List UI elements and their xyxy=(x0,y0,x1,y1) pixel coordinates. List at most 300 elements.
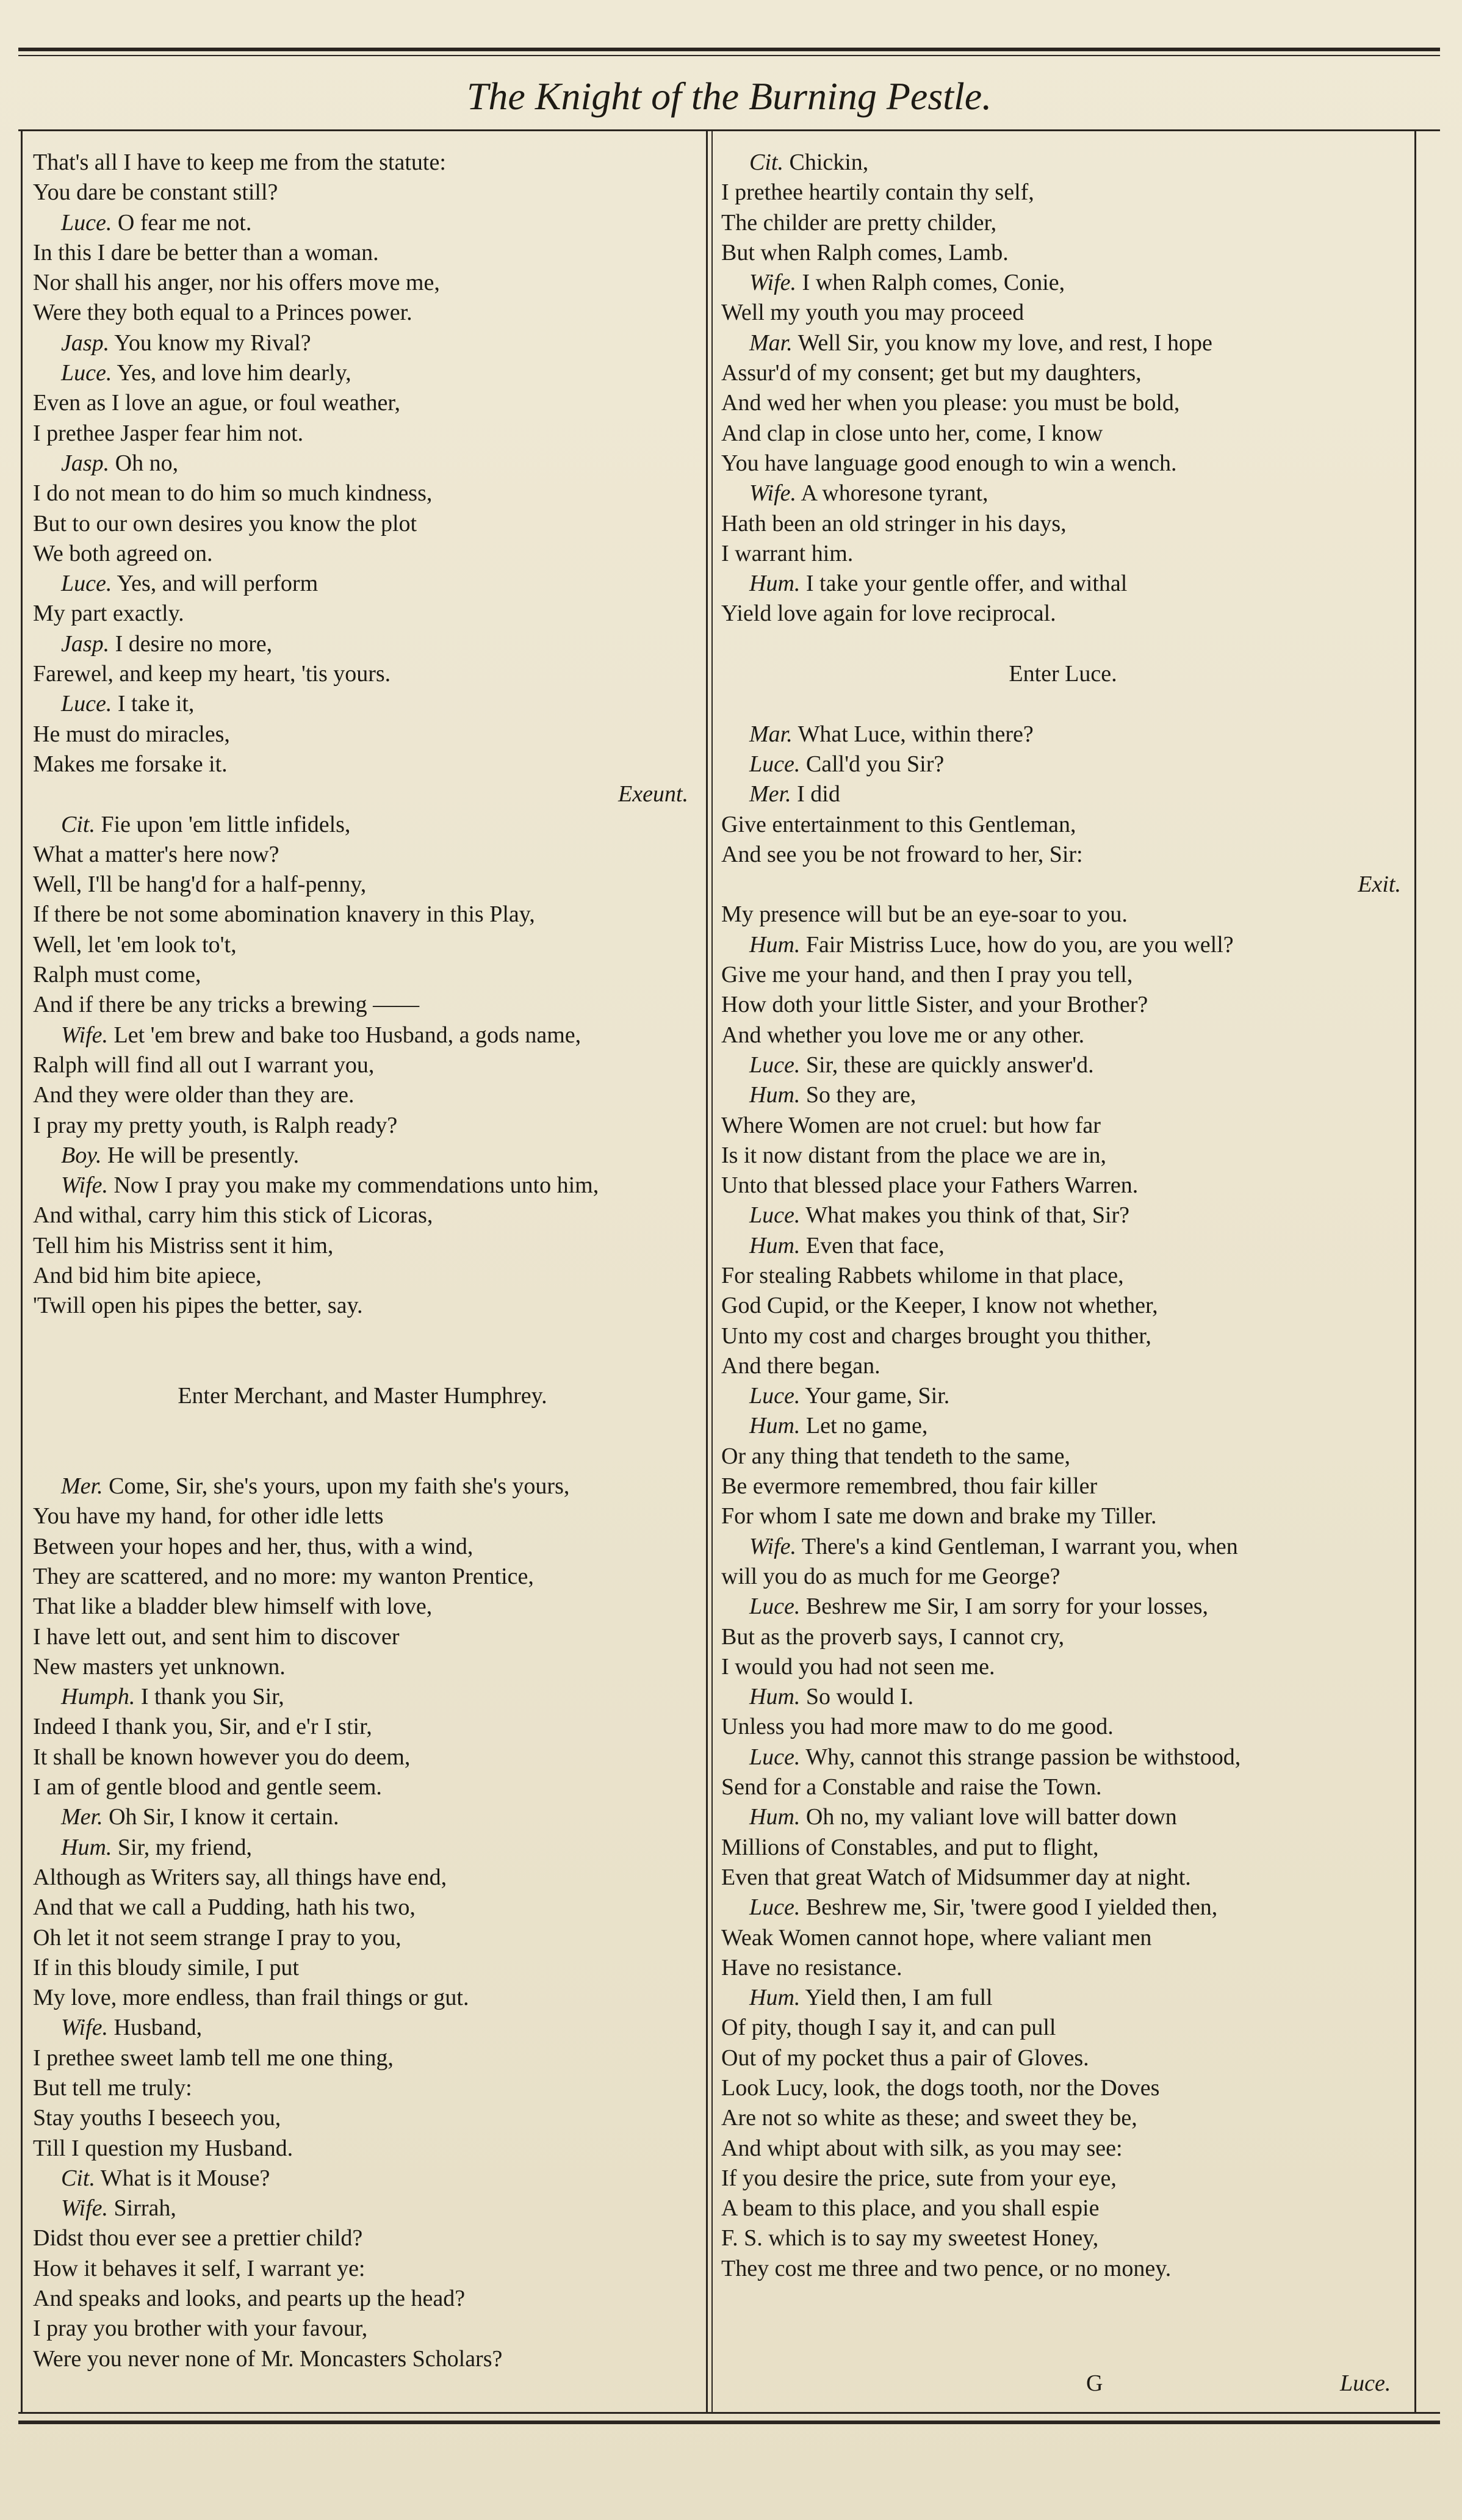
line-text: My love, more endless, than frail things or gut. xyxy=(33,1985,469,2011)
text-line xyxy=(721,870,1405,900)
right-border xyxy=(1414,129,1416,2412)
line-text: Till I question my Husband. xyxy=(33,2135,293,2161)
line-text: And clap in close unto her, come, I know xyxy=(721,420,1103,446)
speaker-label: Luce. xyxy=(749,751,801,777)
line-text: You dare be constant still? xyxy=(33,179,278,206)
speaker-label: Hum. xyxy=(749,1985,801,2011)
line-text: Millions of Constables, and put to flight, xyxy=(721,1834,1099,1860)
text-line xyxy=(33,208,692,238)
text-line xyxy=(33,478,692,508)
line-text: Beshrew me Sir, I am sorry for your losses, xyxy=(805,1594,1209,1620)
text-line xyxy=(721,629,1405,659)
line-text: And there began. xyxy=(721,1352,880,1379)
line-text: Fair Mistriss Luce, how do you, are you well? xyxy=(805,931,1234,958)
text-line xyxy=(33,1261,692,1291)
text-line xyxy=(33,2254,692,2284)
text-line xyxy=(33,960,692,990)
text-line xyxy=(33,419,692,449)
text-line xyxy=(721,2073,1405,2103)
speaker-label: Hum. xyxy=(749,1232,801,1258)
line-text: For whom I sate me down and brake my Tiller. xyxy=(721,1503,1157,1529)
speaker-label: Luce. xyxy=(749,1744,801,1770)
line-text: Sir, these are quickly answer'd. xyxy=(805,1052,1094,1078)
text-line xyxy=(721,960,1405,990)
speaker-label: Luce. xyxy=(61,209,112,236)
text-line xyxy=(33,1622,692,1652)
speaker-label: Cit. xyxy=(749,150,783,175)
text-line xyxy=(721,749,1405,779)
text-line xyxy=(721,1020,1405,1050)
text-line xyxy=(33,178,692,208)
line-text: Yield love again for love reciprocal. xyxy=(721,601,1056,627)
text-line xyxy=(33,1893,692,1922)
line-text: I prethee sweet lamb tell me one thing, xyxy=(33,2045,394,2071)
line-text: Unto my cost and charges brought you thither, xyxy=(721,1323,1151,1349)
text-line xyxy=(721,689,1405,719)
line-text: Exit. xyxy=(1358,872,1401,898)
text-line xyxy=(33,599,692,629)
speaker-label: Jasp. xyxy=(61,450,110,476)
left-column xyxy=(33,148,692,2374)
line-text: Indeed I thank you, Sir, and e'r I stir, xyxy=(33,1714,372,1740)
line-text: If in this bloudy simile, I put xyxy=(33,1954,299,1980)
line-text: Well Sir, you know my love, and rest, I hope xyxy=(798,330,1212,356)
line-text: will you do as much for me George? xyxy=(721,1563,1060,1589)
text-line xyxy=(33,629,692,659)
text-line xyxy=(721,1923,1405,1953)
line-text: In this I dare be better than a woman. xyxy=(33,239,379,265)
speaker-label: Jasp. xyxy=(61,630,110,657)
line-text: Yes, and will perform xyxy=(117,571,319,597)
text-line xyxy=(721,148,1405,178)
text-line xyxy=(33,1532,692,1562)
text-line xyxy=(721,1983,1405,2013)
text-line xyxy=(721,810,1405,840)
text-line xyxy=(33,1050,692,1080)
text-line xyxy=(721,2254,1405,2284)
line-text: A beam to this place, and you shall espie xyxy=(721,2195,1100,2222)
line-text: God Cupid, or the Keeper, I know not whether, xyxy=(721,1293,1158,1319)
right-column xyxy=(721,148,1405,2284)
text-line xyxy=(33,1471,692,1501)
line-text: You know my Rival? xyxy=(114,330,311,356)
text-line xyxy=(721,1833,1405,1863)
line-text: Out of my pocket thus a pair of Gloves. xyxy=(721,2045,1089,2071)
speaker-label: Wife. xyxy=(749,480,797,507)
speaker-label: Luce. xyxy=(749,1383,801,1409)
line-text: Where Women are not cruel: but how far xyxy=(721,1112,1101,1138)
line-text: And that we call a Pudding, hath his two, xyxy=(33,1894,416,1921)
text-line xyxy=(33,1141,692,1171)
speaker-label: Hum. xyxy=(749,1684,801,1710)
line-text: But when Ralph comes, Lamb. xyxy=(721,239,1009,265)
text-line xyxy=(33,1291,692,1321)
text-line xyxy=(33,900,692,930)
text-line xyxy=(721,1562,1405,1592)
text-line xyxy=(721,1080,1405,1110)
text-line xyxy=(33,509,692,539)
speaker-label: Wife. xyxy=(61,1022,109,1048)
line-text: Stay youths I beseech you, xyxy=(33,2105,281,2131)
speaker-label: Mar. xyxy=(749,721,793,747)
text-line xyxy=(33,2223,692,2253)
line-text: If there be not some abomination knavery in this Play, xyxy=(33,901,535,928)
line-text: Oh no, my valiant love will batter down xyxy=(805,1804,1177,1830)
text-line xyxy=(33,1351,692,1381)
text-line xyxy=(721,1442,1405,1471)
line-text: Have no resistance. xyxy=(721,1954,902,1980)
text-line xyxy=(721,2134,1405,2164)
text-line xyxy=(721,1471,1405,1501)
text-line xyxy=(721,1622,1405,1652)
bottom-rule-outer xyxy=(18,2421,1440,2424)
line-text: Your game, Sir. xyxy=(805,1383,950,1409)
text-line xyxy=(721,990,1405,1020)
line-text: Between your hopes and her, thus, with a wind, xyxy=(33,1533,474,1559)
text-line xyxy=(33,1200,692,1230)
text-line xyxy=(721,539,1405,569)
line-text: I desire no more, xyxy=(115,630,273,657)
line-text: I prethee heartily contain thy self, xyxy=(721,179,1034,206)
line-text: Enter Luce. xyxy=(1009,661,1117,687)
line-text: Look Lucy, look, the dogs tooth, nor the Doves xyxy=(721,2075,1160,2101)
line-text: I when Ralph comes, Conie, xyxy=(802,270,1065,296)
line-text: My part exactly. xyxy=(33,601,184,627)
line-text: Even that great Watch of Midsummer day at night. xyxy=(721,1864,1191,1890)
line-text: New masters yet unknown. xyxy=(33,1653,286,1680)
line-text: Tell him his Mistriss sent it him, xyxy=(33,1232,334,1258)
text-line xyxy=(33,1321,692,1351)
text-line xyxy=(33,870,692,900)
line-text: Although as Writers say, all things have end, xyxy=(33,1864,447,1890)
line-text: Oh no, xyxy=(115,450,179,476)
text-line xyxy=(33,268,692,298)
text-line xyxy=(721,1171,1405,1200)
speaker-label: Mar. xyxy=(749,330,793,356)
speaker-label: Mer. xyxy=(749,781,791,807)
line-text: I did xyxy=(797,781,840,807)
text-line xyxy=(33,569,692,599)
line-text: Let 'em brew and bake too Husband, a gods name, xyxy=(113,1022,582,1048)
text-line xyxy=(721,298,1405,328)
text-line xyxy=(33,1802,692,1832)
text-line xyxy=(33,1863,692,1893)
text-line xyxy=(721,1411,1405,1441)
text-line xyxy=(721,238,1405,268)
text-line xyxy=(33,449,692,478)
line-text: Chickin, xyxy=(789,150,869,175)
text-line xyxy=(33,2284,692,2314)
text-line xyxy=(33,2164,692,2193)
text-line xyxy=(721,358,1405,388)
speaker-label: Mer. xyxy=(61,1473,103,1500)
text-line xyxy=(33,2134,692,2164)
page-title: The Knight of the Burning Pestle. xyxy=(466,74,992,118)
line-text: I would you had not seen me. xyxy=(721,1653,995,1680)
line-text: Assur'd of my consent; get but my daughters, xyxy=(721,360,1142,386)
line-text: Sir, my friend, xyxy=(117,1834,253,1860)
text-line xyxy=(33,2043,692,2073)
line-text: What a matter's here now? xyxy=(33,841,279,867)
text-line xyxy=(33,148,692,178)
line-text: I pray my pretty youth, is Ralph ready? xyxy=(33,1112,398,1138)
line-text: But tell me truly: xyxy=(33,2075,192,2101)
line-text: Hath been an old stringer in his days, xyxy=(721,510,1067,536)
speaker-label: Luce. xyxy=(749,1052,801,1078)
bottom-rule-inner xyxy=(18,2412,1440,2414)
text-line xyxy=(33,840,692,870)
line-text: Unto that blessed place your Fathers Warren. xyxy=(721,1172,1139,1199)
line-text: You have language good enough to win a wench. xyxy=(721,450,1177,476)
line-text: Even as I love an ague, or foul weather, xyxy=(33,390,401,416)
text-line xyxy=(721,2103,1405,2133)
line-text: Well my youth you may proceed xyxy=(721,300,1024,326)
line-text: Fie upon 'em little infidels, xyxy=(101,811,351,837)
column-divider-inner xyxy=(711,129,713,2412)
text-line xyxy=(721,1802,1405,1832)
text-line xyxy=(33,720,692,749)
text-line xyxy=(721,659,1405,689)
line-text: Were they both equal to a Princes power. xyxy=(33,300,412,326)
text-line xyxy=(33,749,692,779)
line-text: So they are, xyxy=(805,1082,916,1108)
line-text: And see you be not froward to her, Sir: xyxy=(721,841,1083,867)
line-text: What is it Mouse? xyxy=(100,2165,270,2191)
speaker-label: Wife. xyxy=(749,1533,797,1559)
text-line xyxy=(33,930,692,960)
line-text: Send for a Constable and raise the Town. xyxy=(721,1774,1102,1800)
line-text: And speaks and looks, and pearts up the head? xyxy=(33,2286,466,2312)
speaker-label: Wife. xyxy=(749,270,797,296)
text-line xyxy=(721,1050,1405,1080)
text-line xyxy=(33,1080,692,1110)
line-text: And withal, carry him this stick of Licoras, xyxy=(33,1202,433,1229)
line-text: O fear me not. xyxy=(117,209,252,236)
line-text: For stealing Rabbets whilome in that place, xyxy=(721,1262,1124,1288)
line-text: It shall be known however you do deem, xyxy=(33,1744,411,1770)
line-text: That like a bladder blew himself with love, xyxy=(33,1594,433,1620)
text-line xyxy=(721,388,1405,418)
line-text: Makes me forsake it. xyxy=(33,751,228,777)
speaker-label: Mer. xyxy=(61,1804,103,1830)
speaker-label: Cit. xyxy=(61,811,95,837)
signature-mark: G xyxy=(1086,2370,1103,2396)
line-text: How doth your little Sister, and your Brother? xyxy=(721,992,1148,1018)
line-text: Are not so white as these; and sweet they be, xyxy=(721,2105,1137,2131)
speaker-label: Luce. xyxy=(749,1202,801,1229)
line-text: I take your gentle offer, and withal xyxy=(805,571,1128,597)
text-line xyxy=(33,2103,692,2133)
line-text: And if there be any tricks a brewing —— xyxy=(33,992,420,1018)
top-rule-inner xyxy=(18,55,1440,56)
catchword: Luce. xyxy=(1340,2370,1391,2396)
line-text: Weak Women cannot hope, where valiant men xyxy=(721,1924,1152,1951)
text-line xyxy=(721,1592,1405,1622)
line-text: Exeunt. xyxy=(618,781,688,807)
line-text: A whoresone tyrant, xyxy=(801,480,988,507)
line-text: So would I. xyxy=(805,1684,914,1710)
text-line xyxy=(721,449,1405,478)
text-line xyxy=(721,1953,1405,1983)
text-line xyxy=(33,1652,692,1682)
line-text: Is it now distant from the place we are in, xyxy=(721,1142,1107,1168)
line-text: Yield then, I am full xyxy=(805,1985,993,2011)
line-text: But as the proverb says, I cannot cry, xyxy=(721,1623,1065,1650)
text-line xyxy=(721,1321,1405,1351)
line-text: Or any thing that tendeth to the same, xyxy=(721,1443,1070,1469)
text-line xyxy=(721,1231,1405,1261)
text-line xyxy=(721,900,1405,930)
line-text: He will be presently. xyxy=(107,1142,300,1168)
line-text: Well, let 'em look to't, xyxy=(33,931,237,958)
text-line xyxy=(721,1742,1405,1772)
text-line xyxy=(721,779,1405,809)
text-line xyxy=(721,1532,1405,1562)
text-line xyxy=(33,810,692,840)
text-line xyxy=(721,1863,1405,1893)
text-line xyxy=(721,930,1405,960)
line-text: I take it, xyxy=(117,691,195,717)
speaker-label: Hum. xyxy=(749,571,801,597)
speaker-label: Luce. xyxy=(61,691,112,717)
line-text: Give entertainment to this Gentleman, xyxy=(721,811,1076,837)
line-text: Oh Sir, I know it certain. xyxy=(109,1804,339,1830)
text-line xyxy=(33,2193,692,2223)
text-line xyxy=(721,1772,1405,1802)
line-text: F. S. which is to say my sweetest Honey, xyxy=(721,2225,1099,2251)
text-line xyxy=(33,1562,692,1592)
text-line xyxy=(33,1923,692,1953)
top-rule-outer xyxy=(18,48,1440,51)
text-line xyxy=(721,1682,1405,1712)
text-line xyxy=(33,539,692,569)
text-line xyxy=(721,2223,1405,2253)
text-line xyxy=(33,1983,692,2013)
line-text: We both agreed on. xyxy=(33,540,213,566)
line-text: Now I pray you make my commendations unto him, xyxy=(113,1172,599,1199)
text-line xyxy=(33,238,692,268)
line-text: And whether you love me or any other. xyxy=(721,1022,1085,1048)
text-line xyxy=(721,1261,1405,1291)
line-text: The childer are pretty childer, xyxy=(721,209,997,236)
line-text: They cost me three and two pence, or no money. xyxy=(721,2255,1172,2281)
text-line xyxy=(721,2193,1405,2223)
text-line xyxy=(721,840,1405,870)
line-text: Farewel, and keep my heart, 'tis yours. xyxy=(33,661,391,687)
text-line xyxy=(721,1381,1405,1411)
line-text: They are scattered, and no more: my wanton Prentice, xyxy=(33,1563,534,1589)
text-line xyxy=(721,478,1405,508)
line-text: You have my hand, for other idle letts xyxy=(33,1503,384,1529)
line-text: I have lett out, and sent him to discover xyxy=(33,1623,400,1650)
line-text: What Luce, within there? xyxy=(798,721,1034,747)
text-line xyxy=(721,1141,1405,1171)
line-text: Call'd you Sir? xyxy=(805,751,945,777)
line-text: Well, I'll be hang'd for a half-penny, xyxy=(33,872,367,898)
text-line xyxy=(721,509,1405,539)
text-line xyxy=(721,1712,1405,1742)
speaker-label: Luce. xyxy=(749,1594,801,1620)
text-line xyxy=(33,1682,692,1712)
text-line xyxy=(33,1231,692,1261)
speaker-label: Hum. xyxy=(749,931,801,958)
line-text: And they were older than they are. xyxy=(33,1082,355,1108)
line-text: I am of gentle blood and gentle seem. xyxy=(33,1774,382,1800)
text-line xyxy=(33,1953,692,1983)
line-text: Give me your hand, and then I pray you tell, xyxy=(721,962,1133,988)
text-line xyxy=(721,268,1405,298)
line-text: That's all I have to keep me from the statute: xyxy=(33,150,446,175)
speaker-label: Humph. xyxy=(61,1684,135,1710)
line-text: I warrant him. xyxy=(721,540,854,566)
line-text: Beshrew me, Sir, 'twere good I yielded then, xyxy=(805,1894,1218,1921)
text-line xyxy=(721,1893,1405,1922)
line-text: Come, Sir, she's yours, upon my faith she's yours, xyxy=(109,1473,570,1500)
text-line xyxy=(721,1351,1405,1381)
line-text: Yes, and love him dearly, xyxy=(117,360,351,386)
text-line xyxy=(33,1833,692,1863)
line-text: And whipt about with silk, as you may see: xyxy=(721,2135,1123,2161)
text-line xyxy=(721,1291,1405,1321)
text-line xyxy=(33,2344,692,2374)
line-text: Ralph must come, xyxy=(33,962,201,988)
text-line xyxy=(33,358,692,388)
text-line xyxy=(721,178,1405,208)
line-text: Even that face, xyxy=(805,1232,945,1258)
line-text: And wed her when you please: you must be bold, xyxy=(721,390,1180,416)
speaker-label: Wife. xyxy=(61,2195,109,2222)
speaker-label: Luce. xyxy=(61,571,112,597)
text-line xyxy=(721,208,1405,238)
text-line xyxy=(33,2314,692,2344)
text-line xyxy=(33,2073,692,2103)
text-line xyxy=(33,298,692,328)
speaker-label: Luce. xyxy=(61,360,112,386)
line-text: Didst thou ever see a prettier child? xyxy=(33,2225,363,2251)
line-text: Nor shall his anger, nor his offers move me, xyxy=(33,270,440,296)
text-line xyxy=(33,689,692,719)
text-line xyxy=(33,1442,692,1471)
speaker-label: Boy. xyxy=(61,1142,102,1168)
line-text: And bid him bite apiece, xyxy=(33,1262,262,1288)
speaker-label: Hum. xyxy=(61,1834,112,1860)
line-text: I thank you Sir, xyxy=(140,1684,284,1710)
line-text: Enter Merchant, and Master Humphrey. xyxy=(178,1383,547,1409)
text-line xyxy=(721,1111,1405,1141)
text-line xyxy=(33,388,692,418)
text-line xyxy=(721,419,1405,449)
text-line xyxy=(33,1411,692,1441)
line-text: Sirrah, xyxy=(113,2195,176,2222)
line-text: He must do miracles, xyxy=(33,721,230,747)
line-text: My presence will but be an eye-soar to you. xyxy=(721,901,1128,928)
speaker-label: Hum. xyxy=(749,1413,801,1439)
text-line xyxy=(33,1712,692,1742)
line-text: 'Twill open his pipes the better, say. xyxy=(33,1293,363,1319)
text-line xyxy=(721,1501,1405,1531)
text-line xyxy=(33,2013,692,2043)
text-line xyxy=(33,1501,692,1531)
text-line xyxy=(721,2164,1405,2193)
line-text: What makes you think of that, Sir? xyxy=(805,1202,1130,1229)
text-line xyxy=(721,569,1405,599)
text-line xyxy=(721,599,1405,629)
line-text: I do not mean to do him so much kindness, xyxy=(33,480,433,507)
line-text: I prethee Jasper fear him not. xyxy=(33,420,304,446)
speaker-label: Jasp. xyxy=(61,330,110,356)
line-text: Ralph will find all out I warrant you, xyxy=(33,1052,375,1078)
line-text: There's a kind Gentleman, I warrant you, when xyxy=(801,1533,1238,1559)
